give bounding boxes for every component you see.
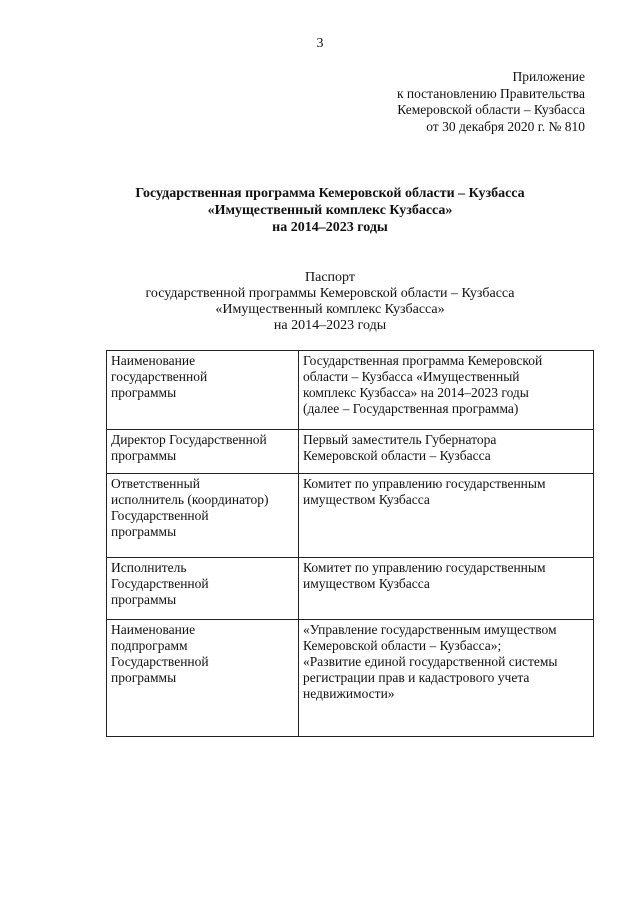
cell-line: Кемеровской области – Кузбасса»; xyxy=(303,638,502,653)
cell-line: Исполнитель xyxy=(111,560,187,575)
cell-line: «Управление государственным имуществом xyxy=(303,622,557,637)
cell-line: комплекс Кузбасса» на 2014–2023 годы xyxy=(303,385,529,400)
cell-line: Директор Государственной xyxy=(111,432,267,447)
passport-title-line: Паспорт xyxy=(305,270,355,285)
cell-line: программы xyxy=(111,670,177,685)
passport-title-line: «Имущественный комплекс Кузбасса» xyxy=(215,302,445,317)
program-title xyxy=(80,185,580,236)
cell-line: Кемеровской области – Кузбасса xyxy=(303,448,491,463)
row-value-cell xyxy=(299,620,594,737)
table-row xyxy=(107,558,594,620)
cell-line: Комитет по управлению государственным xyxy=(303,476,546,491)
cell-line: Государственной xyxy=(111,576,209,591)
cell-line: программы xyxy=(111,592,177,607)
cell-line: имуществом Кузбасса xyxy=(303,576,430,591)
row-label-cell xyxy=(107,474,299,558)
cell-line: программы xyxy=(111,448,177,463)
cell-line: области – Кузбасса «Имущественный xyxy=(303,369,520,384)
table-row xyxy=(107,474,594,558)
cell-line: государственной xyxy=(111,369,208,384)
row-label-cell xyxy=(107,558,299,620)
passport-title-line: государственной программы Кемеровской области – Кузбасса xyxy=(145,286,515,301)
cell-line: программы xyxy=(111,385,177,400)
cell-line: «Развитие единой государственной системы xyxy=(303,654,558,669)
cell-line: (далее – Государственная программа) xyxy=(303,401,519,416)
appendix-line: к постановлению Правительства xyxy=(396,85,585,101)
table-row xyxy=(107,620,594,737)
row-value-cell xyxy=(299,430,594,474)
passport-table xyxy=(106,350,594,737)
appendix-line: от 30 декабря 2020 г. № 810 xyxy=(426,118,585,134)
cell-line: Наименование xyxy=(111,622,196,637)
page-number: 3 xyxy=(316,36,324,51)
program-title-line: на 2014–2023 годы xyxy=(272,220,388,235)
cell-line: Государственная программа Кемеровской xyxy=(303,353,543,368)
program-title-line: Государственная программа Кемеровской области – Кузбасса xyxy=(135,186,525,201)
cell-line: Наименование xyxy=(111,353,196,368)
row-value-cell xyxy=(299,351,594,430)
row-value-cell xyxy=(299,558,594,620)
cell-line: Государственной xyxy=(111,654,209,669)
row-label-cell xyxy=(107,620,299,737)
table-row xyxy=(107,351,594,430)
row-value-cell xyxy=(299,474,594,558)
passport-title-line: на 2014–2023 годы xyxy=(273,318,387,333)
cell-line: Государственной xyxy=(111,508,209,523)
table-row xyxy=(107,430,594,474)
cell-line: исполнитель (координатор) xyxy=(111,492,269,507)
appendix-line: Приложение xyxy=(512,69,585,84)
cell-line: Первый заместитель Губернатора xyxy=(303,432,497,447)
cell-line: подпрограмм xyxy=(111,638,188,653)
cell-line: регистрации прав и кадастрового учета xyxy=(303,670,530,685)
passport-title xyxy=(80,270,580,334)
appendix-header xyxy=(360,69,585,135)
cell-line: недвижимости» xyxy=(303,686,395,701)
appendix-line: Кемеровской области – Кузбасса xyxy=(397,102,585,117)
row-label-cell xyxy=(107,430,299,474)
cell-line: Ответственный xyxy=(111,476,200,491)
cell-line: Комитет по управлению государственным xyxy=(303,560,546,575)
row-label-cell xyxy=(107,351,299,430)
cell-line: программы xyxy=(111,524,177,539)
cell-line: имуществом Кузбасса xyxy=(303,492,430,507)
program-title-line: «Имущественный комплекс Кузбасса» xyxy=(207,203,453,218)
